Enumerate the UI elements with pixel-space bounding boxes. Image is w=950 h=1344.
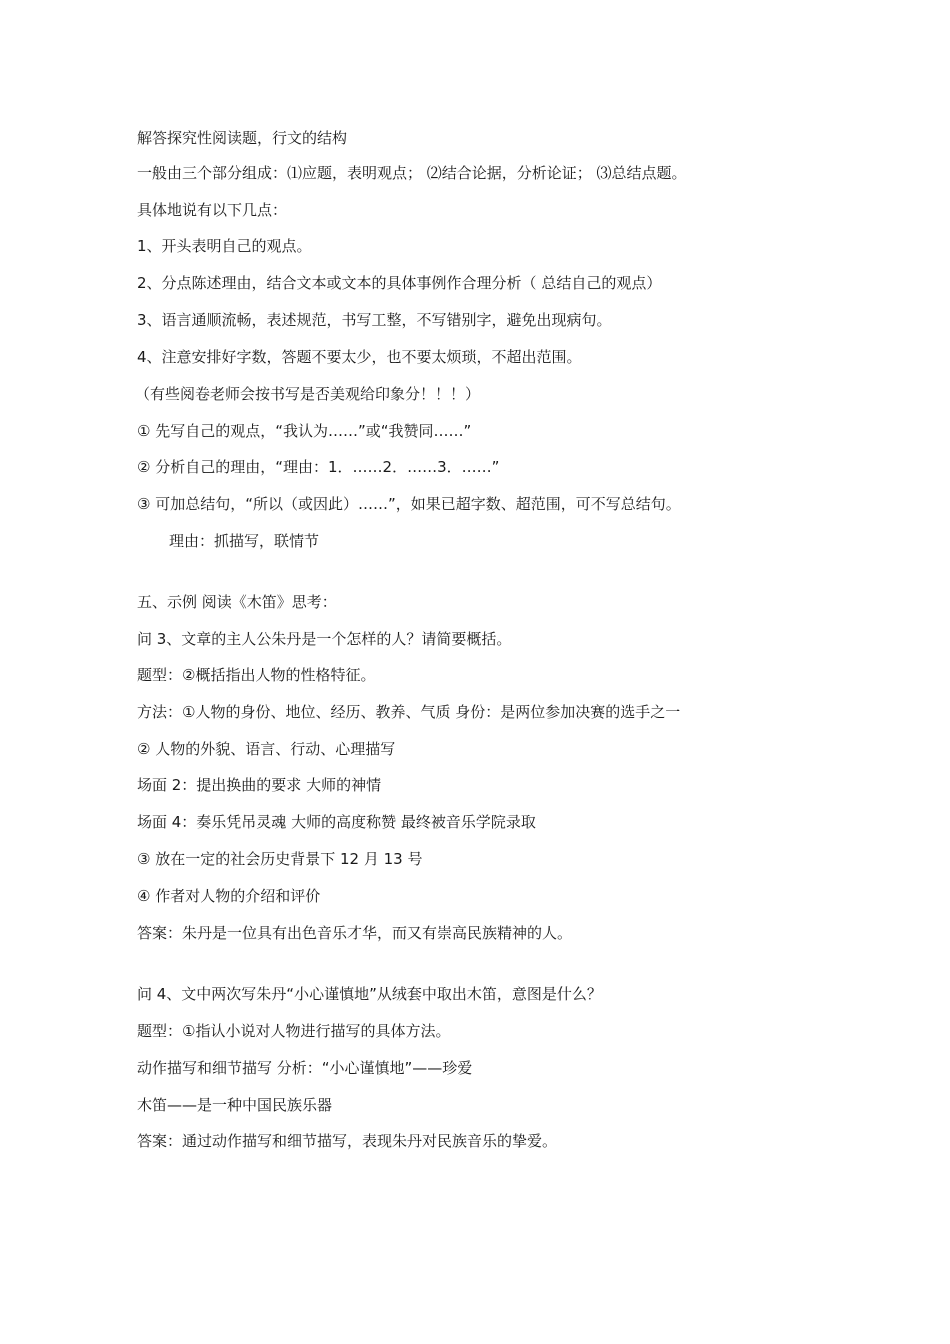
text-reason: 理由：抓描写，联情节	[169, 532, 320, 550]
question-type-4: 题型：①指认小说对人物进行描写的具体方法。	[137, 1022, 451, 1040]
note-handwriting: （有些阅卷老师会按书写是否美观给印象分！！！）	[135, 385, 481, 403]
text-three-parts: 一般由三个部分组成：⑴应题，表明观点； ⑵结合论据，分析论证； ⑶总结点题。	[137, 164, 687, 182]
mudi-definition: 木笛——是一种中国民族乐器	[137, 1096, 333, 1114]
list-item-4: 4、注意安排好字数，答题不要太少，也不要太烦琐，不超出范围。	[137, 348, 582, 366]
list-item-3: 3、语言通顺流畅，表述规范，书写工整，不写错别字，避免出现病句。	[137, 311, 612, 329]
list-item-2: 2、分点陈述理由，结合文本或文本的具体事例作合理分析（ 总结自己的观点）	[137, 274, 662, 292]
question-type-3: 题型：②概括指出人物的性格特征。	[137, 666, 376, 684]
step-3: ③ 可加总结句，“所以（或因此）……”，如果已超字数、超范围，可不写总结句。	[137, 495, 681, 513]
answer-3: 答案：朱丹是一位具有出色音乐才华，而又有崇高民族精神的人。	[137, 924, 573, 942]
method-point-4: ④ 作者对人物的介绍和评价	[137, 887, 321, 905]
step-2: ② 分析自己的理由，“理由：1．……2．……3．……”	[137, 458, 500, 476]
step-1: ① 先写自己的观点，“我认为……”或“我赞同……”	[137, 422, 472, 440]
heading-answer-structure: 解答探究性阅读题，行文的结构	[137, 129, 348, 147]
answer-4: 答案：通过动作描写和细节描写，表现朱丹对民族音乐的挚爱。	[137, 1132, 558, 1150]
method-line: 方法：①人物的身份、地位、经历、教养、气质 身份：是两位参加决赛的选手之一	[137, 703, 681, 721]
scene-2: 场面 2：提出换曲的要求 大师的神情	[137, 776, 382, 794]
method-point-3: ③ 放在一定的社会历史背景下 12 月 13 号	[137, 850, 423, 868]
question-3: 问 3、文章的主人公朱丹是一个怎样的人？请简要概括。	[137, 630, 512, 648]
scene-4: 场面 4：奏乐凭吊灵魂 大师的高度称赞 最终被音乐学院录取	[137, 813, 536, 831]
section-example-heading: 五、示例 阅读《木笛》思考：	[137, 593, 337, 611]
question-4: 问 4、文中两次写朱丹“小心谨慎地”从绒套中取出木笛，意图是什么？	[137, 985, 602, 1003]
method-point-2: ② 人物的外貌、语言、行动、心理描写	[137, 740, 396, 758]
text-specific-points: 具体地说有以下几点：	[137, 201, 288, 219]
analysis-line: 动作描写和细节描写 分析：“小心谨慎地”——珍爱	[137, 1059, 473, 1077]
list-item-1: 1、开头表明自己的观点。	[137, 237, 312, 255]
